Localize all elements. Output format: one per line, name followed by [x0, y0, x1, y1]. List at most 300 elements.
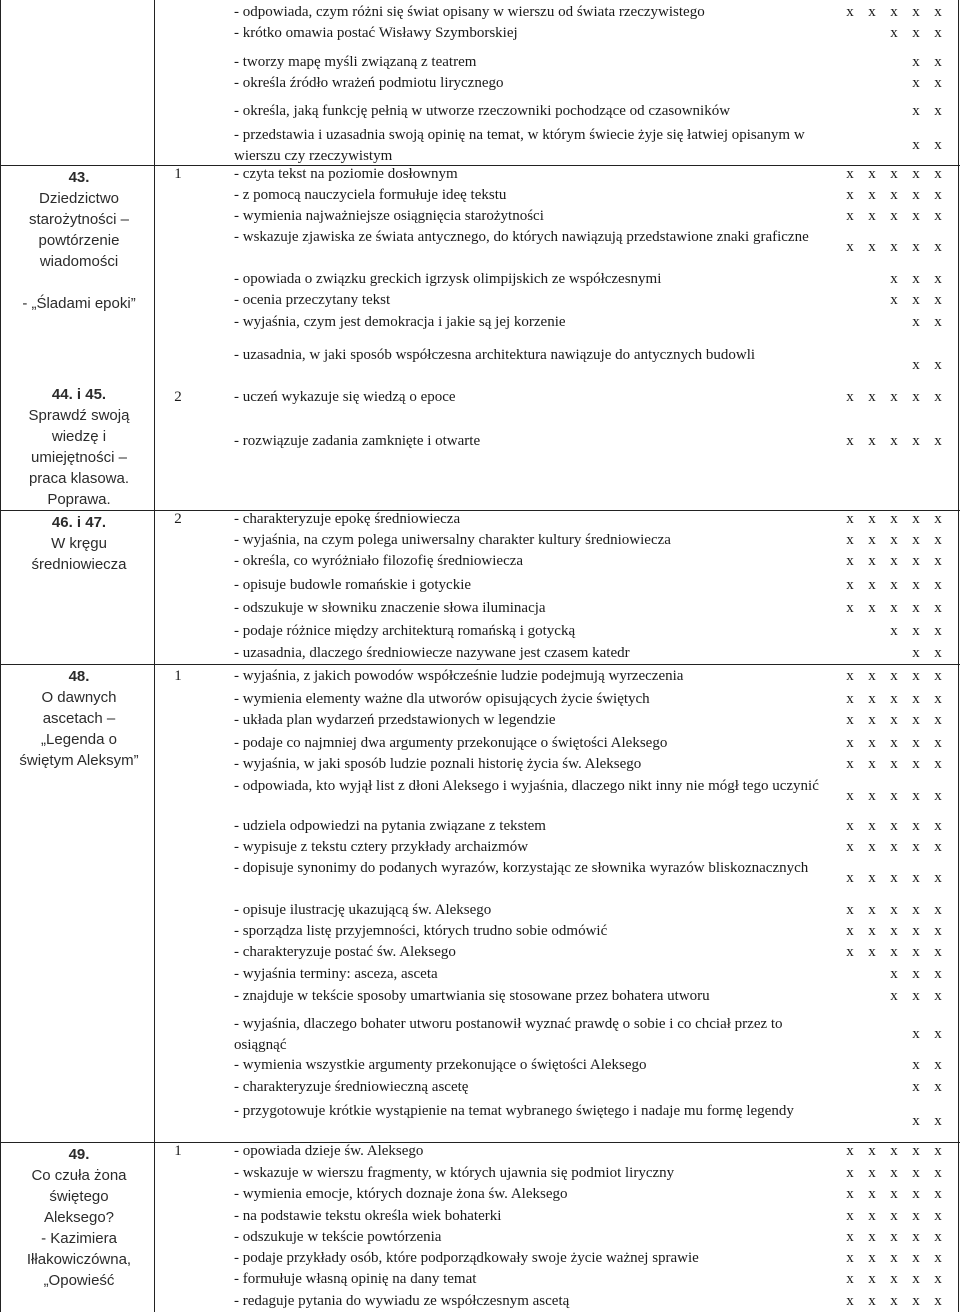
level-marks	[845, 101, 957, 122]
level-mark: x	[934, 137, 942, 153]
level-mark: x	[912, 292, 920, 308]
level-mark: x	[934, 966, 942, 982]
level-marks	[845, 551, 957, 572]
requirement-text: - krótko omawia postać Wisławy Szymborskiej	[234, 25, 518, 41]
level-marks	[845, 2, 957, 23]
level-mark: x	[934, 1229, 942, 1245]
lesson-title-line: - „Śladami epoki”	[22, 295, 136, 312]
level-mark: x	[868, 902, 876, 918]
level-mark: x	[912, 966, 920, 982]
lesson-title-line	[3, 272, 155, 293]
level-mark: x	[934, 712, 942, 728]
level-mark: x	[890, 1250, 898, 1266]
level-mark: x	[890, 870, 898, 886]
lesson-number: 44. i 45.	[51, 386, 107, 403]
level-mark: x	[912, 1293, 920, 1309]
level-marks	[845, 1111, 957, 1132]
level-mark: x	[934, 756, 942, 772]
requirement-text: - układa plan wydarzeń przedstawionych w legendzie	[234, 712, 556, 728]
lesson-title-line: W kręgu	[51, 535, 107, 552]
level-mark: x	[868, 4, 876, 20]
hours-value: 1	[174, 1143, 182, 1159]
level-mark: x	[934, 389, 942, 405]
level-mark: x	[934, 600, 942, 616]
level-mark: x	[846, 902, 854, 918]
level-mark: x	[868, 944, 876, 960]
level-mark: x	[890, 923, 898, 939]
level-marks	[845, 185, 957, 206]
requirement-text: - wyjaśnia, z jakich powodów współcześnie ludzie podejmują wyrzeczenia	[234, 668, 684, 684]
level-mark: x	[912, 1186, 920, 1202]
level-mark: x	[890, 433, 898, 449]
level-mark: x	[868, 691, 876, 707]
level-marks	[845, 986, 957, 1007]
level-mark: x	[934, 1113, 942, 1129]
level-marks	[845, 509, 957, 530]
requirement-text: - charakteryzuje postać św. Aleksego	[234, 944, 456, 960]
level-mark: x	[934, 839, 942, 855]
level-marks	[845, 689, 957, 710]
requirement-text: - czyta tekst na poziomie dosłownym	[234, 166, 458, 182]
lesson-cell	[3, 384, 155, 510]
section-divider	[0, 664, 960, 665]
level-mark: x	[890, 988, 898, 1004]
level-marks	[845, 1184, 957, 1205]
level-mark: x	[912, 25, 920, 41]
level-mark: x	[912, 1026, 920, 1042]
level-mark: x	[868, 389, 876, 405]
level-mark: x	[890, 1271, 898, 1287]
level-marks	[845, 164, 957, 185]
level-mark: x	[846, 735, 854, 751]
requirement-text: - wymienia elementy ważne dla utworów opisujących życie świętych	[234, 691, 650, 707]
level-mark: x	[934, 292, 942, 308]
level-mark: x	[890, 712, 898, 728]
requirement-text: - udziela odpowiedzi na pytania związane z tekstem	[234, 818, 546, 834]
level-mark: x	[912, 818, 920, 834]
level-mark: x	[912, 1229, 920, 1245]
level-mark: x	[934, 691, 942, 707]
level-marks	[845, 1227, 957, 1248]
level-mark: x	[846, 389, 854, 405]
requirement-text: - określa, jaką funkcję pełnią w utworze rzeczowniki pochodzące od czasowników	[234, 103, 731, 119]
level-mark: x	[868, 818, 876, 834]
level-marks	[845, 387, 957, 408]
level-mark: x	[868, 923, 876, 939]
level-marks	[845, 1024, 957, 1045]
level-marks	[845, 23, 957, 44]
level-mark: x	[912, 902, 920, 918]
level-mark: x	[934, 433, 942, 449]
level-marks	[845, 1269, 957, 1290]
level-mark: x	[934, 1079, 942, 1095]
lesson-title-line: Co czuła żona	[31, 1167, 127, 1184]
level-mark: x	[846, 577, 854, 593]
requirement-text: - opisuje budowle romańskie i gotyckie	[234, 577, 472, 593]
level-mark: x	[868, 187, 876, 203]
level-mark: x	[934, 577, 942, 593]
level-mark: x	[868, 839, 876, 855]
level-mark: x	[912, 187, 920, 203]
level-mark: x	[846, 208, 854, 224]
level-mark: x	[912, 271, 920, 287]
lesson-title-line: O dawnych	[41, 689, 117, 706]
level-marks	[845, 921, 957, 942]
level-mark: x	[868, 239, 876, 255]
level-marks	[845, 1248, 957, 1269]
requirement-text: - ocenia przeczytany tekst	[234, 292, 391, 308]
level-mark: x	[846, 1229, 854, 1245]
level-mark: x	[846, 532, 854, 548]
requirement-text: - wyjaśnia, w jaki sposób ludzie poznali historię życia św. Aleksego	[234, 756, 642, 772]
level-mark: x	[912, 1165, 920, 1181]
level-mark: x	[912, 532, 920, 548]
lesson-cell	[3, 512, 155, 575]
level-mark: x	[868, 166, 876, 182]
level-mark: x	[934, 1208, 942, 1224]
level-mark: x	[934, 54, 942, 70]
level-mark: x	[846, 600, 854, 616]
level-mark: x	[890, 756, 898, 772]
level-marks	[845, 733, 957, 754]
requirement-text: - wyjaśnia, na czym polega uniwersalny charakter kultury średniowiecza	[234, 532, 671, 548]
level-mark: x	[934, 103, 942, 119]
level-mark: x	[868, 1250, 876, 1266]
level-mark: x	[868, 668, 876, 684]
level-mark: x	[934, 314, 942, 330]
level-mark: x	[890, 668, 898, 684]
level-mark: x	[912, 166, 920, 182]
requirement-text: - wymienia najważniejsze osiągnięcia starożytności	[234, 208, 544, 224]
level-mark: x	[890, 818, 898, 834]
level-marks	[845, 786, 957, 807]
level-mark: x	[912, 870, 920, 886]
level-mark: x	[890, 271, 898, 287]
level-marks	[845, 837, 957, 858]
level-mark: x	[846, 239, 854, 255]
level-mark: x	[868, 1271, 876, 1287]
requirement-text: - odpowiada, kto wyjął list z dłoni Aleksego i wyjaśnia, dlaczego nikt inny nie mógł tego uczynić	[234, 778, 819, 794]
requirement-text: - charakteryzuje średniowieczną ascetę	[234, 1079, 469, 1095]
level-mark: x	[912, 923, 920, 939]
level-mark: x	[934, 923, 942, 939]
requirement-text: - znajduje w tekście sposoby umartwiania się stosowane przez bohatera utworu	[234, 988, 710, 1004]
requirement-text: - uzasadnia, w jaki sposób współczesna architektura nawiązuje do antycznych budowli	[234, 347, 756, 363]
level-mark: x	[912, 600, 920, 616]
level-mark: x	[934, 818, 942, 834]
level-mark: x	[868, 208, 876, 224]
level-mark: x	[934, 668, 942, 684]
level-mark: x	[890, 208, 898, 224]
level-mark: x	[934, 1143, 942, 1159]
level-mark: x	[912, 691, 920, 707]
requirement-text: - podaje co najmniej dwa argumenty przekonujące o świętości Aleksego	[234, 735, 668, 751]
level-mark: x	[846, 818, 854, 834]
level-mark: x	[868, 756, 876, 772]
lesson-number: 48.	[68, 668, 90, 685]
level-mark: x	[846, 1271, 854, 1287]
lesson-title-line: świętego	[49, 1188, 109, 1205]
level-mark: x	[846, 1208, 854, 1224]
lesson-title-line: praca klasowa.	[28, 470, 130, 487]
level-mark: x	[912, 208, 920, 224]
lesson-title-line: Sprawdź swoją	[28, 407, 130, 424]
level-mark: x	[912, 1208, 920, 1224]
level-mark: x	[846, 712, 854, 728]
level-mark: x	[934, 25, 942, 41]
level-mark: x	[912, 314, 920, 330]
level-marks	[845, 816, 957, 837]
level-marks	[845, 290, 957, 311]
level-mark: x	[912, 988, 920, 1004]
level-mark: x	[846, 668, 854, 684]
level-mark: x	[890, 839, 898, 855]
level-marks	[845, 1163, 957, 1184]
level-mark: x	[890, 944, 898, 960]
level-mark: x	[934, 187, 942, 203]
level-mark: x	[912, 1143, 920, 1159]
level-marks	[845, 135, 957, 156]
level-mark: x	[912, 668, 920, 684]
level-mark: x	[912, 577, 920, 593]
level-mark: x	[890, 1143, 898, 1159]
level-mark: x	[846, 923, 854, 939]
lesson-title-line: umiejętności –	[31, 449, 127, 466]
level-mark: x	[890, 1208, 898, 1224]
lesson-title-line: wiadomości	[39, 253, 119, 270]
level-mark: x	[934, 532, 942, 548]
grid-line	[0, 0, 1, 1312]
level-mark: x	[934, 166, 942, 182]
requirement-text: - wymienia wszystkie argumenty przekonujące o świętości Aleksego	[234, 1057, 647, 1073]
level-mark: x	[934, 735, 942, 751]
level-mark: x	[934, 1271, 942, 1287]
level-mark: x	[912, 1271, 920, 1287]
level-mark: x	[846, 433, 854, 449]
level-marks	[845, 269, 957, 290]
level-mark: x	[846, 511, 854, 527]
requirement-text: - wskazuje w wierszu fragmenty, w których ujawnia się podmiot liryczny	[234, 1165, 675, 1181]
level-mark: x	[934, 1293, 942, 1309]
level-mark: x	[912, 735, 920, 751]
requirement-text: - opowiada o związku greckich igrzysk olimpijskich ze współczesnymi	[234, 271, 662, 287]
level-mark: x	[846, 691, 854, 707]
lesson-title-line: świętym Aleksym”	[19, 752, 139, 769]
level-mark: x	[912, 433, 920, 449]
level-mark: x	[890, 1229, 898, 1245]
level-mark: x	[890, 532, 898, 548]
level-mark: x	[912, 4, 920, 20]
requirement-text: - wypisuje z tekstu cztery przykłady archaizmów	[234, 839, 529, 855]
level-mark: x	[912, 553, 920, 569]
lesson-title-line: powtórzenie	[38, 232, 120, 249]
level-marks	[845, 942, 957, 963]
level-mark: x	[934, 645, 942, 661]
level-mark: x	[868, 735, 876, 751]
level-marks	[845, 598, 957, 619]
level-mark: x	[912, 788, 920, 804]
level-mark: x	[846, 553, 854, 569]
requirement-text: - wskazuje zjawiska ze świata antycznego, do których nawiązują przedstawione znaki graficzne	[234, 229, 809, 245]
level-mark: x	[934, 357, 942, 373]
level-mark: x	[912, 54, 920, 70]
level-mark: x	[890, 623, 898, 639]
grid-line	[958, 0, 959, 1312]
level-mark: x	[934, 1165, 942, 1181]
level-mark: x	[846, 788, 854, 804]
level-mark: x	[868, 712, 876, 728]
requirement-text: - dopisuje synonimy do podanych wyrazów, korzystając ze słownika wyrazów bliskoznacznych	[234, 860, 809, 876]
level-mark: x	[846, 1186, 854, 1202]
level-mark: x	[868, 600, 876, 616]
level-mark: x	[912, 839, 920, 855]
level-marks	[845, 1291, 957, 1312]
lesson-title-line: starożytności –	[28, 211, 130, 228]
requirement-text: - uczeń wykazuje się wiedzą o epoce	[234, 389, 456, 405]
level-mark: x	[868, 1293, 876, 1309]
level-marks	[845, 621, 957, 642]
level-mark: x	[868, 1186, 876, 1202]
level-mark: x	[868, 553, 876, 569]
level-mark: x	[934, 623, 942, 639]
level-mark: x	[890, 187, 898, 203]
level-mark: x	[846, 187, 854, 203]
level-mark: x	[912, 511, 920, 527]
level-marks	[845, 643, 957, 664]
level-mark: x	[934, 208, 942, 224]
level-mark: x	[912, 357, 920, 373]
hours-value: 2	[174, 511, 182, 527]
requirement-text: - charakteryzuje epokę średniowiecza	[234, 511, 461, 527]
lesson-title-line: „Legenda o	[41, 731, 117, 748]
requirement-text: - wyjaśnia terminy: asceza, asceta	[234, 966, 438, 982]
lesson-number: 43.	[68, 169, 90, 186]
level-mark: x	[912, 645, 920, 661]
level-marks	[845, 575, 957, 596]
level-marks	[845, 206, 957, 227]
level-mark: x	[934, 902, 942, 918]
level-mark: x	[912, 239, 920, 255]
lesson-title-line: Poprawa.	[47, 491, 111, 508]
lesson-title-line: Dziedzictwo	[38, 190, 120, 207]
requirement-text: - odszukuje w tekście powtórzenia	[234, 1229, 442, 1245]
lesson-title-line: „Opowieść	[43, 1272, 115, 1289]
lesson-title-line: średniowiecza	[31, 556, 127, 573]
level-mark: x	[934, 239, 942, 255]
requirement-text: - tworzy mapę myśli związaną z teatrem	[234, 54, 477, 70]
level-marks	[845, 754, 957, 775]
level-mark: x	[934, 988, 942, 1004]
level-mark: x	[846, 1293, 854, 1309]
level-marks	[845, 73, 957, 94]
requirement-text: - wymienia emocje, których doznaje żona św. Aleksego	[234, 1186, 568, 1202]
level-mark: x	[890, 389, 898, 405]
requirement-text: - odpowiada, czym różni się świat opisany w wierszu od świata rzeczywistego	[234, 4, 705, 20]
lesson-title-line: Aleksego?	[43, 1209, 115, 1226]
requirement-text: - podaje przykłady osób, które podporządkowały swoje życie ważnej sprawie	[234, 1250, 699, 1266]
level-marks	[845, 237, 957, 258]
level-mark: x	[890, 292, 898, 308]
requirement-text: - wyjaśnia, dlaczego bohater utworu postanowił wyznać prawdę o sobie i co chciał przez to osiągnąć	[234, 1016, 783, 1053]
level-marks	[845, 1206, 957, 1227]
level-marks	[845, 900, 957, 921]
level-mark: x	[868, 788, 876, 804]
level-mark: x	[890, 25, 898, 41]
level-mark: x	[890, 577, 898, 593]
level-mark: x	[912, 137, 920, 153]
level-mark: x	[912, 75, 920, 91]
level-marks	[845, 355, 957, 376]
requirement-text: - przygotowuje krótkie wystąpienie na temat wybranego świętego i nadaje mu formę legendy	[234, 1103, 794, 1119]
level-marks	[845, 431, 957, 452]
level-mark: x	[846, 944, 854, 960]
level-mark: x	[890, 239, 898, 255]
lesson-number: 49.	[68, 1146, 90, 1163]
level-mark: x	[868, 1229, 876, 1245]
level-mark: x	[912, 1250, 920, 1266]
level-mark: x	[912, 389, 920, 405]
requirement-text: - uzasadnia, dlaczego średniowiecze nazywane jest czasem katedr	[234, 645, 630, 661]
level-mark: x	[846, 839, 854, 855]
level-mark: x	[890, 788, 898, 804]
level-mark: x	[846, 166, 854, 182]
level-mark: x	[846, 1143, 854, 1159]
level-mark: x	[912, 712, 920, 728]
level-mark: x	[934, 1057, 942, 1073]
level-marks	[845, 868, 957, 889]
level-mark: x	[890, 1165, 898, 1181]
requirement-text: - odszukuje w słowniku znaczenie słowa iluminacja	[234, 600, 546, 616]
level-mark: x	[934, 4, 942, 20]
level-mark: x	[890, 1293, 898, 1309]
lesson-title-line: - Kazimiera	[41, 1230, 117, 1247]
requirement-text: - redaguje pytania do wywiadu ze współczesnym ascetą	[234, 1293, 570, 1309]
level-marks	[845, 666, 957, 687]
level-mark: x	[934, 788, 942, 804]
level-mark: x	[912, 103, 920, 119]
level-mark: x	[934, 553, 942, 569]
hours-value: 2	[174, 389, 182, 405]
level-mark: x	[868, 1208, 876, 1224]
level-mark: x	[846, 4, 854, 20]
hours-value: 1	[174, 668, 182, 684]
level-marks	[845, 312, 957, 333]
lesson-cell	[3, 1144, 155, 1291]
level-mark: x	[934, 75, 942, 91]
level-mark: x	[934, 511, 942, 527]
level-marks	[845, 1077, 957, 1098]
level-marks	[845, 52, 957, 73]
lesson-title-line: ascetach –	[42, 710, 116, 727]
level-mark: x	[890, 691, 898, 707]
lesson-title-line: Iłłakowiczówna,	[26, 1251, 132, 1268]
level-marks	[845, 710, 957, 731]
level-mark: x	[890, 511, 898, 527]
level-mark: x	[868, 1165, 876, 1181]
level-mark: x	[868, 577, 876, 593]
level-mark: x	[868, 532, 876, 548]
level-mark: x	[868, 511, 876, 527]
level-mark: x	[912, 1113, 920, 1129]
level-mark: x	[868, 433, 876, 449]
lesson-number: 46. i 47.	[51, 514, 107, 531]
level-mark: x	[934, 870, 942, 886]
requirement-text: - podaje różnice między architekturą romańską i gotycką	[234, 623, 576, 639]
level-mark: x	[934, 1186, 942, 1202]
requirement-text: - opowiada dzieje św. Aleksego	[234, 1143, 424, 1159]
level-mark: x	[890, 600, 898, 616]
level-marks	[845, 1141, 957, 1162]
